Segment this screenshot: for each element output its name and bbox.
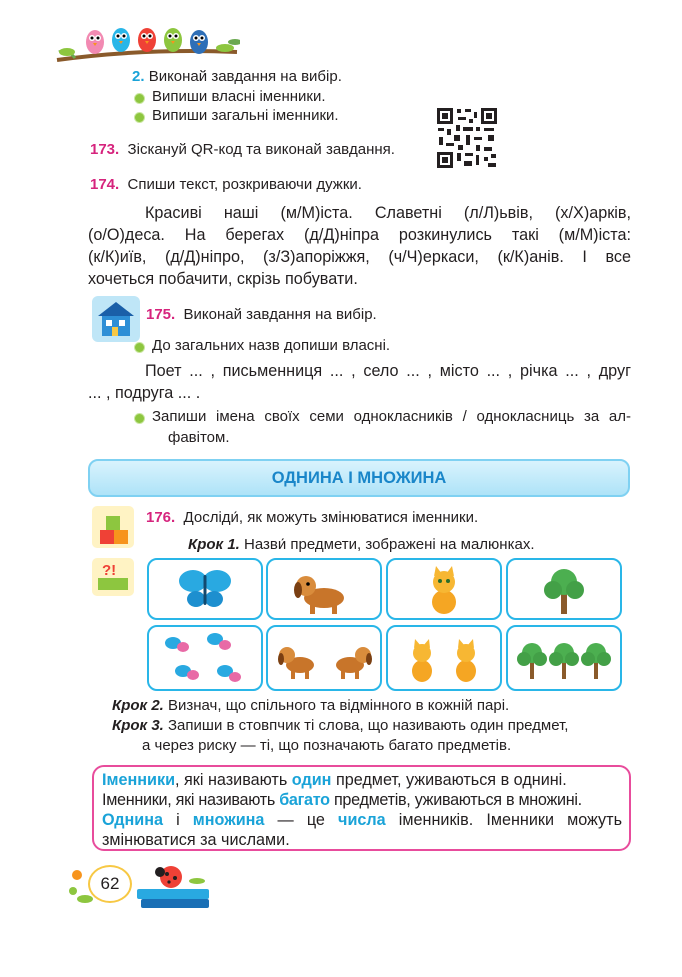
house-icon — [90, 294, 142, 344]
rule-text: і — [162, 811, 193, 829]
section-title: ОДНИНА І МНОЖИНА — [271, 469, 447, 487]
exercise-173-text: Зіскануй QR-код та виконай завдання. — [127, 141, 395, 158]
trees-icon — [508, 627, 620, 689]
rule-text: іменників. Іменники можуть — [385, 811, 623, 829]
page-number: 62 — [88, 865, 132, 903]
puppy-icon — [268, 560, 380, 618]
rule-term-many: багато — [279, 791, 330, 809]
rule-term-numbers: числа — [338, 811, 386, 829]
exercise-175-bullet-2-line-1: Запиши імена своїх семи однокласників / однокласниць за ал- — [152, 408, 631, 425]
svg-text:?!: ?! — [102, 562, 117, 579]
kittens-icon — [388, 627, 500, 689]
task-2-bullet-2: Випиши загальні іменники. — [152, 107, 339, 124]
rule-text: предметів, уживаються в множині. — [329, 791, 582, 809]
picture-card-kitten — [386, 558, 502, 620]
puppies-icon — [268, 627, 380, 689]
butterfly-icon — [149, 560, 261, 618]
exercise-175-bullet-1: До загальних назв допиши власні. — [152, 337, 391, 354]
exercise-175-line-2: ... , подруга ... . — [88, 384, 201, 402]
step-3-text-line-1: Запиши в стовпчик ті слова, що називають один предмет, — [168, 717, 569, 734]
picture-card-butterfly — [147, 558, 263, 620]
rule-text: , які називають — [175, 771, 292, 789]
exercise-174-text-line-1: Красиві наші (м/М)іста. Славетні (л/Л)ьвів, (х/Х)арків, — [145, 204, 631, 222]
exercise-176-text: Досліди́, як можуть змінюватися іменники. — [183, 509, 479, 526]
rule-term-nouns: Іменники — [102, 771, 176, 789]
exercise-175-text: Виконай завдання на вибір. — [183, 306, 377, 323]
exercise-175-line-1: Поет ... , письменниця ... , село ... , місто ... , річка ... , друг — [145, 362, 631, 380]
exercise-173 — [90, 141, 395, 158]
step-3-text-line-2: а через риску — ті, що позначають багато предметів. — [142, 737, 512, 754]
step-1-label: Крок 1. — [188, 536, 240, 553]
picture-card-tree — [506, 558, 622, 620]
exercise-173-number: 173. — [90, 141, 120, 158]
task-2-number: 2. — [132, 68, 145, 85]
picture-card-puppies — [266, 625, 382, 691]
bullet-icon — [134, 93, 145, 104]
rule-term-plural: множина — [192, 811, 265, 829]
step-3 — [112, 717, 568, 734]
rule-term-singular: Однина — [102, 811, 163, 829]
exercise-174-number: 174. — [90, 176, 120, 193]
bullet-icon — [134, 342, 145, 353]
blocks-icon — [90, 504, 136, 550]
step-3-label: Крок 3. — [112, 717, 164, 734]
rule-text: — це — [264, 811, 339, 829]
task-2-bullet-1: Випиши власні іменники. — [152, 88, 326, 105]
task-2 — [132, 68, 342, 85]
step-1-text: Назви́ предмети, зображені на малюнках. — [244, 536, 535, 553]
rule-line-1 — [102, 769, 622, 791]
tree-icon — [508, 560, 620, 618]
book-question-icon — [90, 556, 136, 598]
exercise-174 — [90, 176, 362, 193]
step-2-label: Крок 2. — [112, 697, 164, 714]
rule-line-2 — [102, 789, 622, 811]
exercise-174-text-line-3: (к/К)иїв, (д/Д)ніпро, (з/З)апоріжжя, (ч/Ч)еркаси, (к/К)анів. І все — [88, 248, 631, 266]
exercise-175-bullet-2-line-2: фавітом. — [168, 429, 230, 446]
exercise-174-text-line-2: (о/О)деса. На берегах (д/Д)ніпра розкинулись такі (м/М)іста: — [88, 226, 631, 244]
kitten-icon — [388, 560, 500, 618]
butterflies-icon — [149, 627, 261, 689]
picture-card-kittens — [386, 625, 502, 691]
exercise-175-number: 175. — [146, 306, 176, 323]
step-2 — [112, 697, 509, 714]
section-title-banner — [88, 459, 630, 497]
step-1 — [188, 536, 535, 553]
exercise-175 — [146, 306, 377, 323]
exercise-174-text-line-4: хочеться побачити, скрізь побувати. — [88, 270, 358, 288]
picture-card-puppy — [266, 558, 382, 620]
rule-text: предмет, уживаються в однині. — [331, 771, 567, 789]
exercise-176 — [146, 509, 478, 526]
rule-line-4: змінюватися за числами. — [102, 831, 290, 849]
rule-text: Іменники, які називають — [102, 791, 280, 809]
rule-line-3 — [102, 809, 622, 831]
bullet-icon — [134, 413, 145, 424]
qr-code-icon[interactable] — [436, 107, 498, 169]
picture-card-butterflies — [147, 625, 263, 691]
exercise-174-text: Спиши текст, розкриваючи дужки. — [127, 176, 362, 193]
birds-branch-illustration — [55, 18, 240, 68]
bullet-icon — [134, 112, 145, 123]
task-2-text: Виконай завдання на вибір. — [148, 68, 342, 85]
rule-term-one: один — [291, 771, 332, 789]
step-2-text: Визнач, що спільного та відмінного в кожній парі. — [168, 697, 510, 714]
picture-card-trees — [506, 625, 622, 691]
exercise-176-number: 176. — [146, 509, 176, 526]
